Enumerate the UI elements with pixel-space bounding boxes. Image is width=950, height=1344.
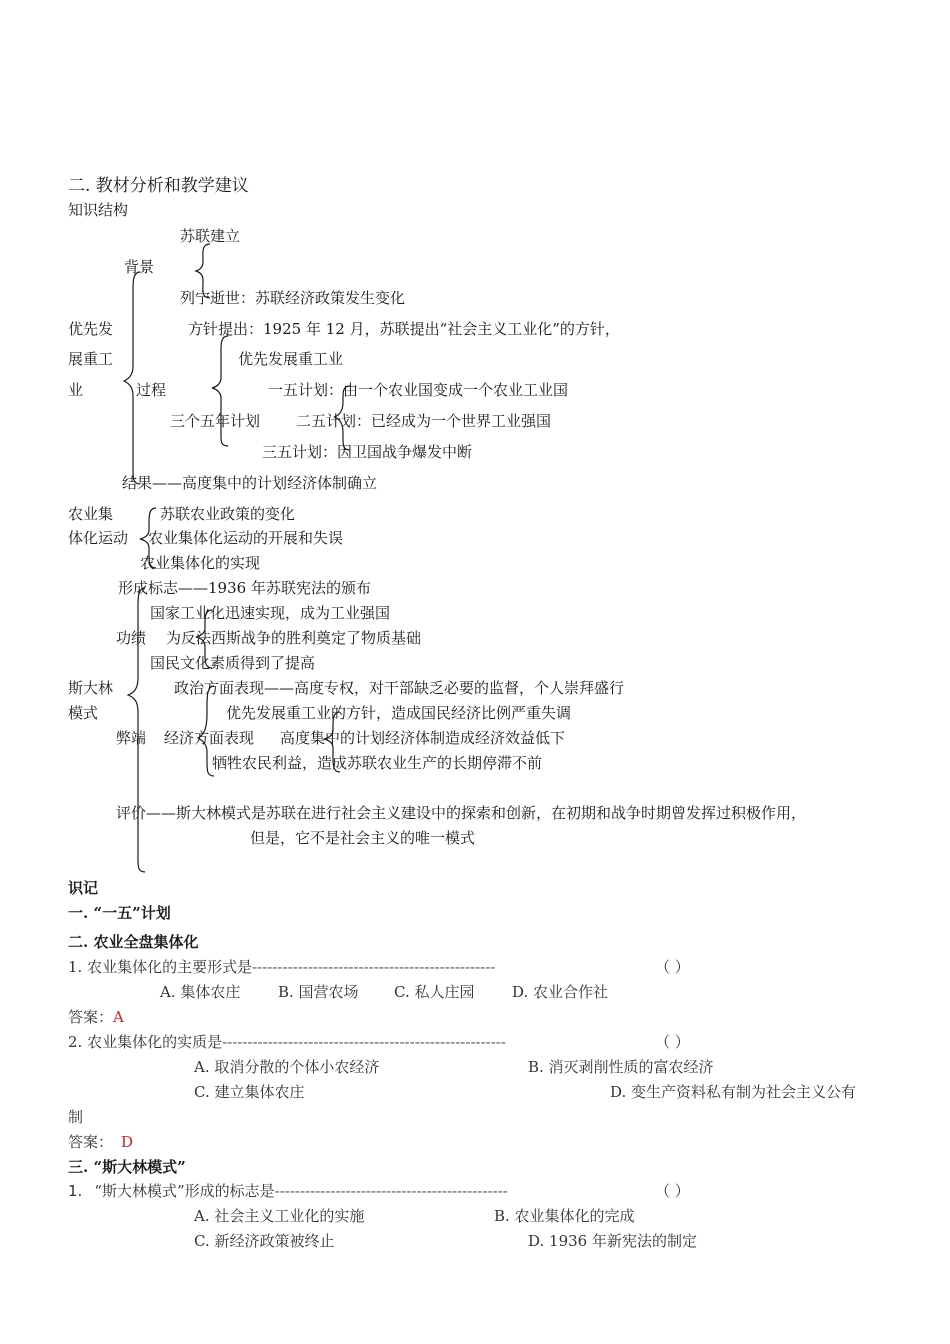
node-low-efficiency: 高度集中的计划经济体制造成经济效益低下 bbox=[280, 729, 566, 747]
node-campaign: 农业集体化运动的开展和失误 bbox=[148, 529, 344, 547]
recall-section-2: 二. 农业全盘集体化 bbox=[68, 933, 199, 951]
node-culture: 国民文化素质得到了提高 bbox=[150, 654, 316, 672]
question-2-leader: -------------------------------------------------------- bbox=[222, 1033, 506, 1051]
recall-section-1: 一. “一五”计划 bbox=[68, 904, 171, 922]
section-heading: 二. 教材分析和教学建议 bbox=[68, 176, 249, 196]
node-heavy-industry-3: 业 bbox=[68, 381, 84, 399]
question-1-answer bbox=[68, 1007, 124, 1027]
node-second-plan: 二五计划：已经成为一个世界工业强国 bbox=[296, 412, 552, 430]
question-2-option-b: B. 消灭剥削性质的富农经济 bbox=[528, 1058, 714, 1076]
question-3-option-b: B. 农业集体化的完成 bbox=[494, 1207, 635, 1225]
node-heavy-industry-2: 展重工 bbox=[68, 350, 114, 368]
recall-title: 识记 bbox=[68, 879, 99, 897]
question-1-option-a: A. 集体农庄 bbox=[160, 983, 241, 1001]
node-antifascist: 为反法西斯战争的胜利奠定了物质基础 bbox=[166, 629, 422, 647]
question-1-stem bbox=[68, 957, 495, 977]
node-political: 政治方面表现——高度专权，对干部缺乏必要的监督，个人崇拜盛行 bbox=[174, 679, 625, 697]
answer-value: A bbox=[113, 1008, 124, 1026]
node-policy-change: 苏联农业政策的变化 bbox=[160, 505, 296, 523]
node-imbalance: 优先发展重工业的方针，造成国民经济比例严重失调 bbox=[226, 704, 572, 722]
node-evaluation-2: 但是，它不是社会主义的唯一模式 bbox=[250, 829, 476, 847]
node-third-plan: 三五计划：因卫国战争爆发中断 bbox=[262, 443, 473, 461]
node-realization: 农业集体化的实现 bbox=[140, 554, 261, 572]
question-1-leader: ------------------------------------------------ bbox=[252, 958, 496, 976]
question-1-option-b: B. 国营农场 bbox=[278, 983, 359, 1001]
node-lenin-death: 列宁逝世：苏联经济政策发生变化 bbox=[180, 289, 406, 307]
node-industrialized: 国家工业化迅速实现，成为工业强国 bbox=[150, 604, 391, 622]
question-3-option-c: C. 新经济政策被终止 bbox=[194, 1232, 335, 1250]
node-heavy-industry-1: 优先发 bbox=[68, 320, 114, 338]
question-1-text: 1. 农业集体化的主要形式是 bbox=[68, 958, 253, 976]
node-background: 背景 bbox=[124, 258, 155, 276]
question-2-stem bbox=[68, 1032, 506, 1052]
node-result: 结果——高度集中的计划经济体制确立 bbox=[122, 474, 378, 492]
node-achievements: 功绩 bbox=[116, 629, 147, 647]
node-priority-heavy: 优先发展重工业 bbox=[238, 350, 344, 368]
node-first-plan: 一五计划：由一个农业国变成一个农业工业国 bbox=[268, 381, 569, 399]
question-2-option-a: A. 取消分散的个体小农经济 bbox=[194, 1058, 380, 1076]
question-2-paren: （ ） bbox=[655, 1033, 690, 1051]
node-economic: 经济方面表现 bbox=[164, 729, 255, 747]
question-3-option-a: A. 社会主义工业化的实施 bbox=[194, 1207, 365, 1225]
node-drawbacks: 弊端 bbox=[116, 729, 147, 747]
node-stalin-2: 模式 bbox=[68, 704, 99, 722]
node-collectivization-2: 体化运动 bbox=[68, 529, 129, 547]
question-1-paren: （ ） bbox=[655, 958, 690, 976]
node-evaluation-1: 评价——斯大林模式是苏联在进行社会主义建设中的探索和创新，在初期和战争时期曾发挥过积极作用， bbox=[116, 804, 807, 822]
question-2-answer bbox=[68, 1132, 133, 1152]
question-3-number: 1. bbox=[68, 1182, 83, 1200]
question-1-option-d: D. 农业合作社 bbox=[512, 983, 609, 1001]
node-collectivization-1: 农业集 bbox=[68, 505, 114, 523]
question-2-text: 2. 农业集体化的实质是 bbox=[68, 1033, 223, 1051]
question-3-stem bbox=[68, 1181, 508, 1201]
question-3-leader: ---------------------------------------------- bbox=[274, 1182, 508, 1200]
bracket-heavy-industry bbox=[124, 272, 140, 484]
question-3-option-d: D. 1936 年新宪法的制定 bbox=[528, 1232, 697, 1250]
answer-label: 答案： bbox=[68, 1133, 114, 1151]
question-2-option-c: C. 建立集体农庄 bbox=[194, 1083, 305, 1101]
question-3-paren: （ ） bbox=[655, 1182, 690, 1200]
node-soviet-founded: 苏联建立 bbox=[180, 227, 241, 245]
question-3-text: “斯大林模式”形成的标志是 bbox=[94, 1182, 275, 1200]
question-1-option-c: C. 私人庄园 bbox=[394, 983, 475, 1001]
node-formation-mark: 形成标志——1936 年苏联宪法的颁布 bbox=[118, 579, 371, 597]
recall-section-3: 三. “斯大林模式” bbox=[68, 1158, 186, 1176]
structure-label: 知识结构 bbox=[68, 201, 129, 219]
node-peasants: 牺牲农民利益，造成苏联农业生产的长期停滞不前 bbox=[212, 754, 543, 772]
answer-label: 答案： bbox=[68, 1008, 114, 1026]
node-three-plans: 三个五年计划 bbox=[170, 412, 261, 430]
node-process: 过程 bbox=[136, 381, 167, 399]
node-stalin-1: 斯大林 bbox=[68, 679, 114, 697]
answer-value: D bbox=[121, 1133, 134, 1151]
node-policy-proposed: 方针提出：1925 年 12 月，苏联提出“社会主义工业化”的方针， bbox=[188, 320, 620, 338]
question-2-option-d: D. 变生产资料私有制为社会主义公有 bbox=[610, 1083, 857, 1101]
question-2-option-d-cont: 制 bbox=[68, 1108, 84, 1126]
